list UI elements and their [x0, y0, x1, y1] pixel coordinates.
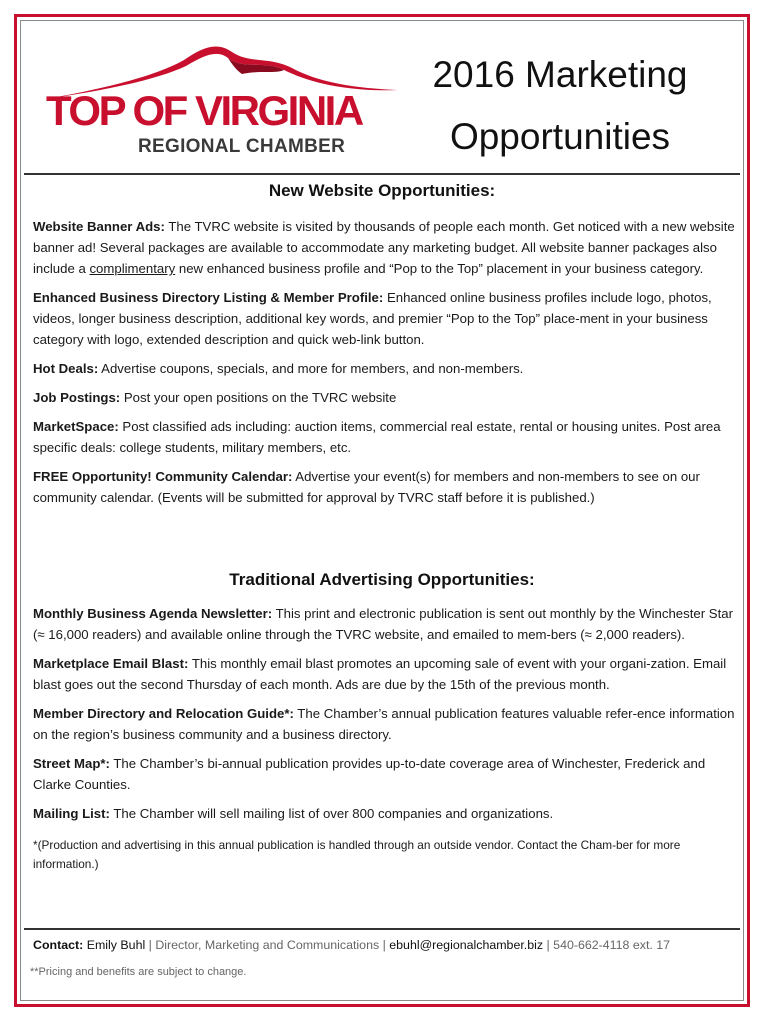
- banner-ads-text: The TVRC website is visited by thousands of people each month. Get noticed with a new website banner ad! Several packages are available to accommodate any marketing budget. All website banner packages also include a: [33, 219, 735, 276]
- newsletter-item: [33, 603, 739, 645]
- relocation-guide-label: Member Directory and Relocation Guide*:: [33, 706, 294, 721]
- contact-phone: 540-662-4118 ext. 17: [553, 938, 671, 952]
- directory-listing-label: Enhanced Business Directory Listing & Member Profile:: [33, 290, 384, 305]
- relocation-guide-text: The Chamber’s annual publication features valuable refer-ence information on the region’s business community and a business directory.: [33, 706, 735, 742]
- banner-ads-item: [33, 216, 739, 279]
- marketspace-item: [33, 416, 739, 458]
- street-map-text: The Chamber’s bi-annual publication provides up-to-date coverage area of Winchester, Frederick and Clarke Counties.: [33, 756, 706, 792]
- relocation-guide-item: [33, 703, 739, 745]
- hot-deals-item: [33, 358, 739, 379]
- contact-email-link[interactable]: ebuhl@regionalchamber.biz: [389, 938, 544, 952]
- contact-separator: |: [379, 938, 390, 952]
- directory-listing-text: Enhanced online business profiles include logo, photos, videos, longer business description, additional key words, and premier “Pop to the Top” place-ment in your business category with logo, extended description and quick web-link button.: [33, 290, 712, 347]
- hot-deals-text: Advertise coupons, specials, and more for members, and non-members.: [98, 361, 524, 376]
- mailing-list-label: Mailing List:: [33, 806, 110, 821]
- traditional-heading: Traditional Advertising Opportunities:: [229, 570, 535, 589]
- logo-subtitle: REGIONAL CHAMBER: [138, 136, 346, 157]
- email-blast-text: This monthly email blast promotes an upcoming sale of event with your organi-zation. Email blast goes out the second Thursday of each month. Ads are due by the 15th of the previous month.: [33, 656, 727, 692]
- job-postings-item: [33, 387, 739, 408]
- contact-separator: |: [543, 938, 554, 952]
- job-postings-label: Job Postings:: [33, 390, 121, 405]
- traditional-section: [33, 603, 739, 886]
- banner-ads-text-end: new enhanced business profile and “Pop to the Top” placement in your business category.: [175, 261, 704, 276]
- mailing-list-item: [33, 803, 739, 824]
- email-blast-item: [33, 653, 739, 695]
- chamber-logo: [46, 40, 406, 160]
- logo-wordmark: TOP OF VIRGINIA: [46, 87, 362, 134]
- title-line-1: 2016 Marketing: [432, 54, 688, 95]
- mailing-list-text: The Chamber will sell mailing list of over 800 companies and organizations.: [109, 806, 554, 821]
- website-heading: New Website Opportunities:: [268, 181, 496, 200]
- complimentary-text: complimentary: [89, 261, 176, 276]
- community-calendar-text: Advertise your event(s) for members and non-members to see on our community calendar. (Events will be submitted for approval by TVRC staff before it is published.): [33, 469, 700, 505]
- street-map-item: [33, 753, 739, 795]
- contact-name: Emily Buhl: [83, 938, 146, 952]
- contact-role: Director, Marketing and Communications: [155, 938, 380, 952]
- title-line-2: Opportunities: [449, 116, 671, 157]
- hot-deals-label: Hot Deals:: [33, 361, 99, 376]
- directory-listing-item: [33, 287, 739, 350]
- pricing-disclaimer: **Pricing and benefits are subject to change.: [30, 966, 247, 978]
- contact-label: Contact:: [33, 938, 84, 952]
- community-calendar-label: FREE Opportunity! Community Calendar:: [33, 469, 293, 484]
- community-calendar-item: [33, 466, 739, 508]
- contact-separator: |: [145, 938, 156, 952]
- page-title: [410, 44, 710, 168]
- marketspace-text: Post classified ads including: auction items, commercial real estate, rental or housing unites. Post area specific deals: college students, military members, etc.: [33, 419, 721, 455]
- contact-line: [33, 938, 670, 952]
- newsletter-label: Monthly Business Agenda Newsletter:: [33, 606, 273, 621]
- street-map-label: Street Map*:: [33, 756, 110, 771]
- job-postings-text: Post your open positions on the TVRC website: [120, 390, 397, 405]
- newsletter-text: This print and electronic publication is sent out monthly by the Winchester Star (≈ 16,000 readers) and available online through the TVRC website, and emailed to mem-bers (≈ 2,000 readers).: [33, 606, 733, 642]
- header-divider: [24, 173, 740, 175]
- footer-divider: [24, 928, 740, 930]
- vendor-footnote: *(Production and advertising in this annual publication is handled through an outside vendor. Contact the Cham-ber for more information.): [33, 837, 681, 871]
- marketspace-label: MarketSpace:: [33, 419, 119, 434]
- website-section: [33, 216, 739, 516]
- email-blast-label: Marketplace Email Blast:: [33, 656, 189, 671]
- banner-ads-label: Website Banner Ads:: [33, 219, 165, 234]
